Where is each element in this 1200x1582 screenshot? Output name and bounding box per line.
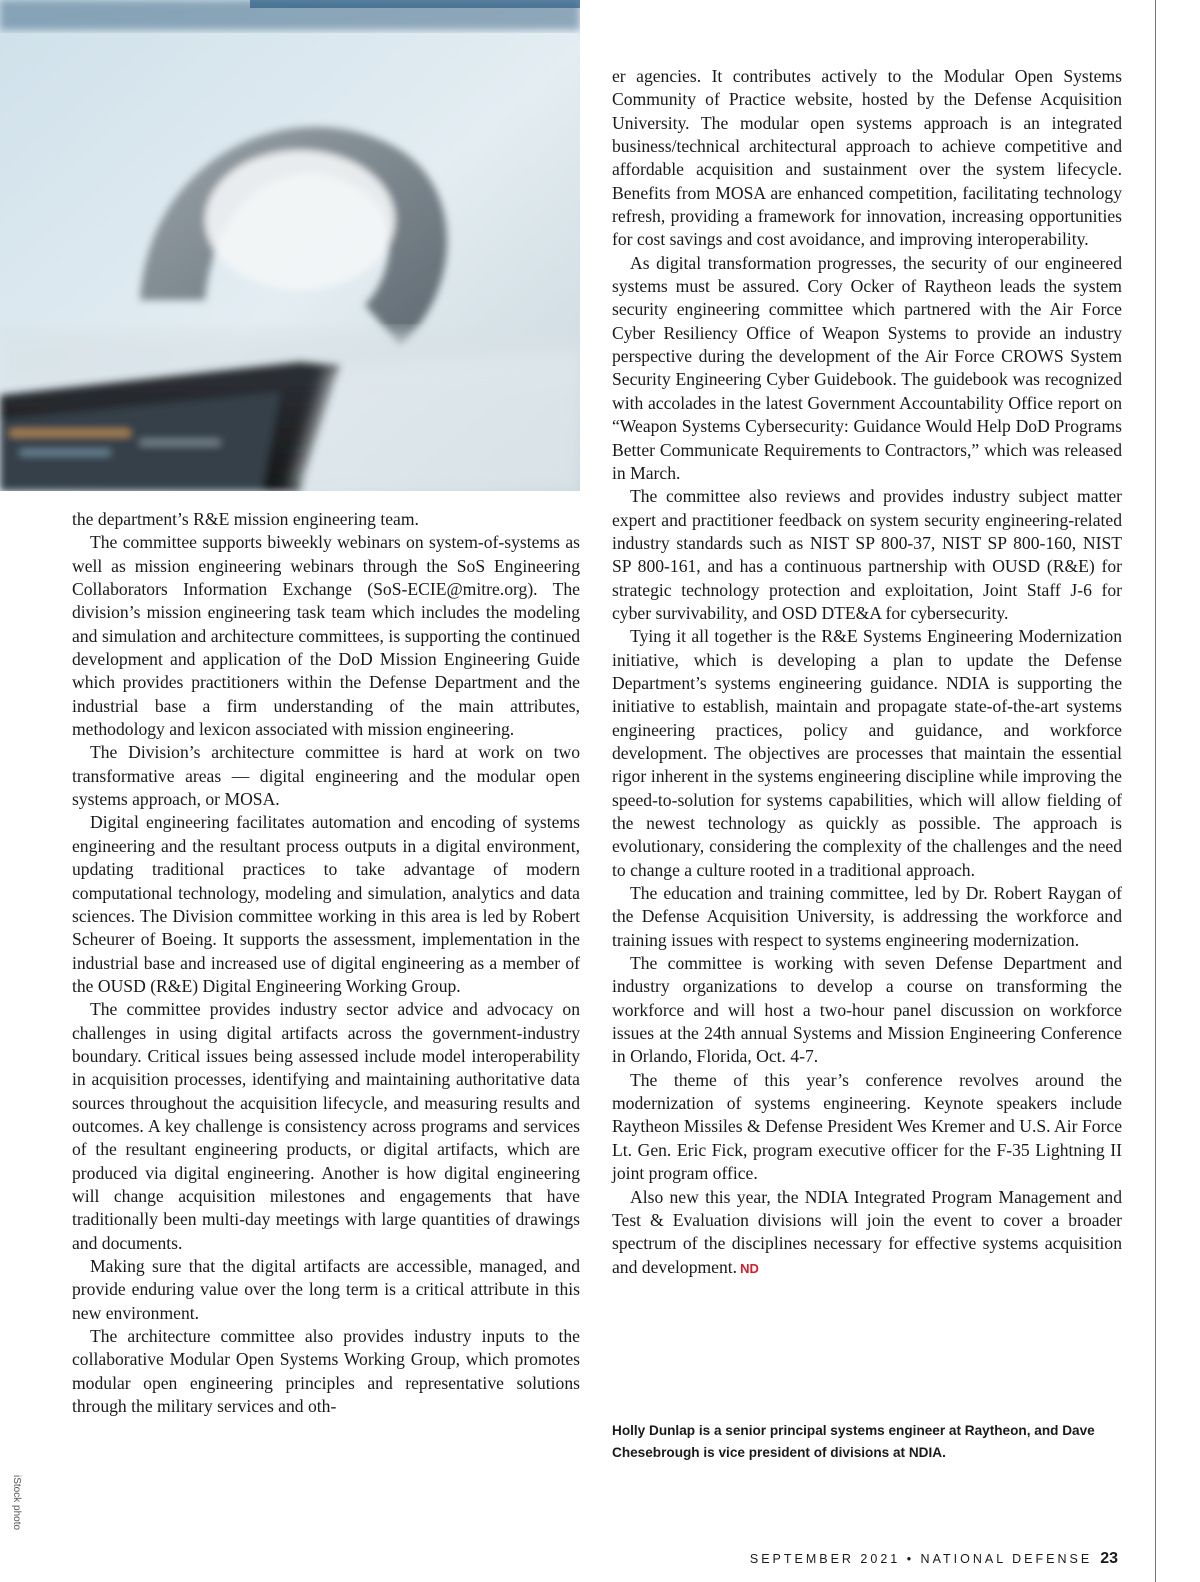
paragraph: As digital transformation progresses, the security of our engineered systems must be assured. Cory Ocker of Raytheon leads the system security engineering committee which partnered with the Air Force Cyber Resiliency Office of Weapon Systems to provide an industry perspective during the development of the Air Force CROWS System Security Engineering Cyber Guidebook. The guidebook was recognized with accolades in the latest Government Accountability Office report on “Weapon Systems Cybersecurity: Guidance Would Help DoD Programs Better Communicate Requirements to Contractors,” which was released in March. [612, 252, 1122, 483]
paragraph: The committee provides industry sector advice and advocacy on challenges in using digital artifacts across the government-industry boundary. Critical issues being assessed include model interoperability in acquisition processes, identifying and maintaining authoritative data sources throughout the acquisition lifecycle, and measuring results and outcomes. A key challenge is consistency across programs and services of the resultant engineering products, or digital artifacts, which are produced via digital engineering. Another is how digital engineering will change acquisition milestones and engagements that have traditionally been multi-day meetings with large quantities of drawings and documents. [72, 999, 580, 1253]
computer-screen-photo-image [0, 0, 580, 491]
paragraph-text: Also new this year, the NDIA Integrated Program Management and Test & Evaluation divisions will join the event to cover a broader spectrum of the disciplines necessary for effective systems acquisition and development. [612, 1186, 1122, 1277]
paragraph: The committee supports biweekly webinars on system-of-systems as well as mission engineering webinars through the SoS Engineering Collaborators Information Exchange (SoS-ECIE@mitre.org). The division’s mission engineering task team which includes the modeling and simulation and architecture committees, is supporting the continued development and application of the DoD Mission Engineering Guide which provides practitioners within the Defense Department and the industrial base a firm understanding of the main attributes, methodology and lexicon associated with mission engineering. [72, 532, 580, 740]
paragraph: The education and training committee, led by Dr. Robert Raygan of the Defense Acquisition University, is addressing the workforce and training issues with respect to systems engineering modernization. [612, 883, 1122, 950]
right-column [612, 65, 1122, 1280]
page-footer [750, 1550, 1118, 1568]
nd-end-mark: ND [740, 1260, 759, 1276]
footer-issue: SEPTEMBER 2021 • NATIONAL DEFENSE [749, 1552, 1093, 1566]
page-number: 23 [1100, 1550, 1118, 1567]
author-bio: Holly Dunlap is a senior principal systems engineer at Raytheon, and Dave Chesebrough is vice president of divisions at NDIA. [612, 1423, 1095, 1460]
paragraph: The theme of this year’s conference revolves around the modernization of systems engineering. Keynote speakers include Raytheon Missiles & Defense President Wes Kremer and U.S. Air Force Lt. Gen. Eric Fick, program executive officer for the F-35 Lightning II joint program office. [612, 1069, 1122, 1184]
page-edge-divider [1155, 0, 1156, 1582]
left-column [72, 508, 580, 1418]
paragraph: The architecture committee also provides industry inputs to the collaborative Modular Open Systems Working Group, which promotes modular open engineering principles and representative solutions through the military services and oth- [72, 1326, 580, 1417]
paragraph: Digital engineering facilitates automation and encoding of systems engineering and the resultant process outputs in a digital environment, updating traditional practices to take advantage of modern computational technology, modeling and simulation, analytics and data sciences. The Division committee working in this area is led by Robert Scheurer of Boeing. It supports the assessment, implementation in the industrial base and increased use of digital engineering as a member of the OUSD (R&E) Digital Engineering Working Group. [72, 812, 580, 996]
paragraph: The Division’s architecture committee is hard at work on two transformative areas — digital engineering and the modular open systems approach, or MOSA. [72, 742, 580, 810]
paragraph: Making sure that the digital artifacts are accessible, managed, and provide enduring value over the long term is a critical attribute in this new environment. [72, 1256, 580, 1323]
paragraph: Tying it all together is the R&E Systems Engineering Modernization initiative, which is developing a plan to update the Defense Department’s systems engineering guidance. NDIA is supporting the initiative to establish, maintain and propagate state-of-the-art systems engineering practices, policy and guidance, and workforce development. The objectives are processes that maintain the essential rigor inherent in the systems engineering discipline while improving the speed-to-solution for systems capabilities, which will allow fielding of the newest technology as quickly as possible. The approach is evolutionary, considering the complexity of the challenges and the need to change a culture rooted in a traditional approach. [612, 626, 1122, 880]
paragraph: the department’s R&E mission engineering team. [72, 509, 419, 529]
header-photo [0, 0, 580, 491]
paragraph: The committee also reviews and provides industry subject matter expert and practitioner feedback on system security engineering-related industry standards such as NIST SP 800-37, NIST SP 800-160, NIST SP 800-161, and has a continuous partnership with OUSD (R&E) for strategic technology protection and exploitation, Joint Staff J-6 for cyber survivability, and OSD DTE&A for cybersecurity. [612, 486, 1122, 623]
photo-credit: iStock photo [11, 1475, 22, 1531]
paragraph-last [612, 1186, 1122, 1280]
paragraph: The committee is working with seven Defense Department and industry organizations to develop a course on transforming the workforce and will host a two-hour panel discussion on workforce issues at the 24th annual Systems and Mission Engineering Conference in Orlando, Florida, Oct. 4-7. [612, 953, 1122, 1067]
paragraph: er agencies. It contributes actively to the Modular Open Systems Community of Practice website, hosted by the Defense Acquisition University. The modular open systems approach is an integrated business/technical architectural approach to achieve competitive and affordable acquisition and sustainment over the system lifecycle. Benefits from MOSA are enhanced competition, facilitating technology refresh, providing a framework for innovation, increasing opportunities for cost savings and cost avoidance, and improving interoperability. [612, 66, 1122, 250]
